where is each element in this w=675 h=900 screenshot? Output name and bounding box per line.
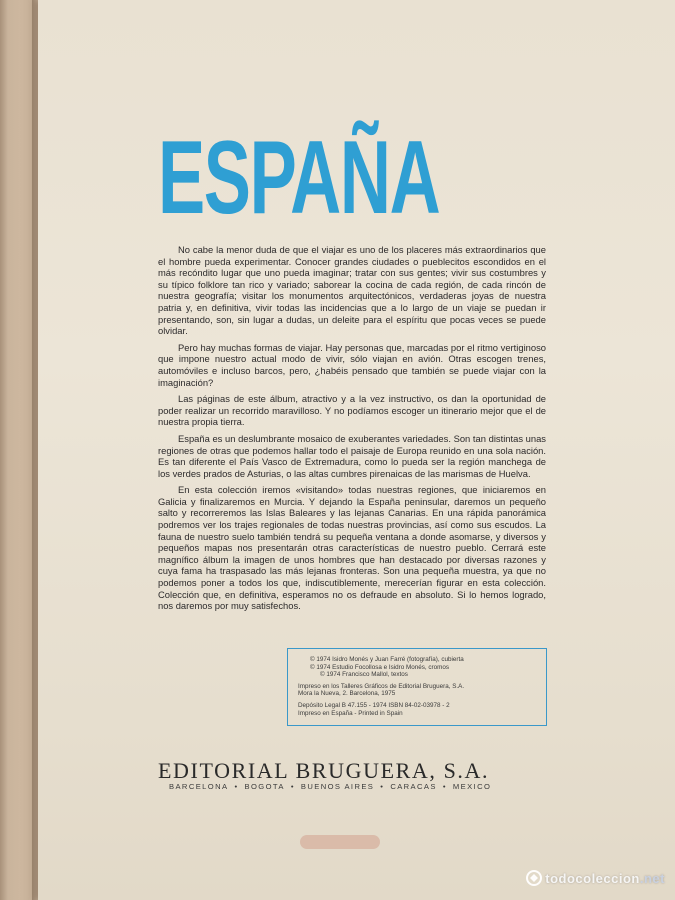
paper-stain — [300, 835, 380, 849]
printer-line: Impreso en los Talleres Gráficos de Editorial Bruguera, S.A. — [298, 682, 465, 690]
city: BUENOS AIRES — [300, 782, 375, 791]
copyright-group — [298, 656, 536, 679]
publisher-cities — [169, 782, 491, 791]
city-separator: • — [380, 782, 385, 791]
printer-group — [298, 683, 536, 698]
city-separator: • — [234, 782, 239, 791]
city-separator: • — [290, 782, 295, 791]
page-title: ESPAÑA — [158, 120, 440, 236]
city: MEXICO — [452, 782, 492, 791]
city: BOGOTA — [244, 782, 285, 791]
credits-box — [287, 648, 547, 726]
watermark-logo-icon — [526, 870, 542, 886]
paragraph: No cabe la menor duda de que el viajar es uno de los placeres más extraordinarios que el hombre pueda experimentar. Conocer grandes ciudades o pueblecitos escondidos en el más recóndito lugar que uno pueda imaginar; tratar con sus gentes; vivir sus costumbres y su típico folklore tan rico y variado; saborear la cocina de cada región, de cada rincón de nuestra geografía; visitar los monumentos arquitectónicos, verdaderas joyas de nuestra patria y, en definitiva, vivir todas las incidencias que a lo largo de un viaje se puedan ir presentando, son, sin lugar a dudas, un deleite para el espíritu que pocas veces se puede olvidar. — [158, 244, 546, 337]
copyright-line: © 1974 Estudio Focollosa e Isidro Monés, cromos — [310, 663, 450, 671]
paragraph: España es un deslumbrante mosaico de exuberantes variedades. Son tan distintas unas regiones de otras que podemos hallar todo el paisaje de Europa reunido en una sola nación. Es tan diferente el País Vasco de Extremadura, como lo pueda ser la región manchega de los verdes prados de Asturias, o las altas cumbres pirenaicas de las marismas de Huelva. — [158, 432, 546, 479]
paragraph: En esta colección iremos «visitando» todas nuestras regiones, que iniciaremos en Galicia y finalizaremos en Murcia. Y dejando la España peninsular, daremos un pequeño salto y recorreremos las Islas Baleares y las lejanas Canarias. En una rápida panorámica podremos ver los trajes regionales de todas nuestras provincias, así como sus escudos. La fauna de nuestro suelo también tendrá su pequeña ventana a donde asomarse, y diversos y pequeños mapas nos presentarán otras características de nuestro pueblo. Cerrará este magnífico álbum la imagen de unos hombres que han destacado por diversas razones y cuya fama ha traspasado las más lejanas fronteras. Son una pequeña muestra, ya que no podemos poner a todos los que, indiscutiblemente, merecerían figurar en esta colección. Colección que, en definitiva, esperamos no os defraude en absoluto. Si lo hemos logrado, nos daremos por muy satisfechos. — [158, 484, 546, 612]
intro-text — [158, 244, 546, 617]
paragraph: Pero hay muchas formas de viajar. Hay personas que, marcadas por el ritmo vertiginoso que impone nuestro actual modo de vivir, sólo viajan en avión. Otras escogen trenes, automóviles e incluso barcos, pero, ¿habéis pensado que también se puede viajar con la imaginación? — [158, 341, 546, 388]
watermark-brand: todocoleccion — [545, 871, 640, 886]
city: CARACAS — [390, 782, 437, 791]
paragraph: Las páginas de este álbum, atractivo y a la vez instructivo, os dan la oportunidad de poder realizar un recorrido maravilloso. Y no podíamos escoger un itinerario mejor que el de nuestra propia tierra. — [158, 393, 546, 428]
watermark — [526, 870, 665, 886]
watermark-tld: .net — [639, 871, 665, 886]
copyright-line: © 1974 Isidro Monés y Juan Farré (fotografía), cubierta — [310, 656, 464, 663]
city-separator: • — [442, 782, 447, 791]
printer-address: Mora la Nueva, 2. Barcelona, 1975 — [298, 690, 396, 698]
printed-in: Impreso en España - Printed in Spain — [298, 709, 403, 717]
publisher-name: EDITORIAL BRUGUERA, S.A. — [158, 758, 490, 783]
city: BARCELONA — [169, 782, 229, 791]
legal-deposit: Depósito Legal B 47.155 - 1974 ISBN 84-02-03978 - 2 — [298, 701, 450, 709]
copyright-line: © 1974 Francisco Mallol, textos — [320, 671, 408, 679]
